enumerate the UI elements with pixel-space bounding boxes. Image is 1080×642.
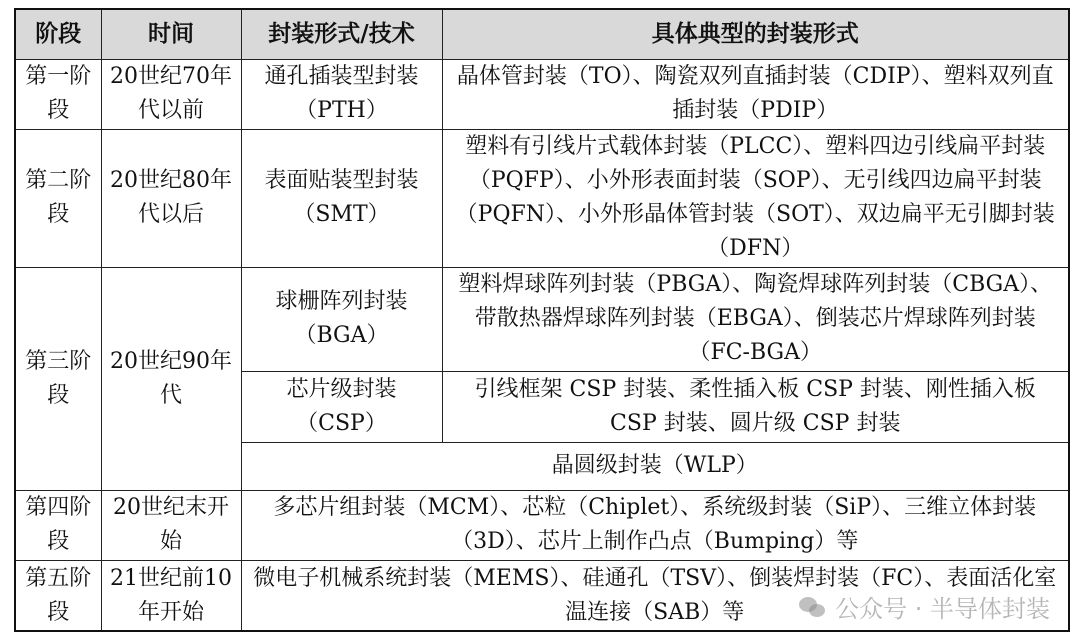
- tech-3-bga: 球栅阵列封装（BGA）: [241, 267, 442, 372]
- tech-3-csp: 芯片级封装（CSP）: [241, 372, 442, 442]
- forms-4: 多芯片组封装（MCM）、芯粒（Chiplet）、系统级封装（SiP）、三维立体封装（3D）、芯片上制作凸点（Bumping）等: [241, 490, 1069, 560]
- time-4: 20世纪末开始: [101, 490, 241, 560]
- time-3: 20世纪90年代: [101, 267, 241, 490]
- tech-1: 通孔插装型封装（PTH）: [241, 59, 442, 129]
- forms-3-csp: 引线框架 CSP 封装、柔性插入板 CSP 封装、刚性插入板 CSP 封装、圆片级 CSP 封装: [442, 372, 1069, 442]
- stage-2: 第二阶段: [15, 130, 101, 268]
- header-time: 时间: [101, 9, 241, 59]
- stage-1: 第一阶段: [15, 59, 101, 129]
- forms-1: 晶体管封装（TO）、陶瓷双列直插封装（CDIP）、塑料双列直插封装（PDIP）: [442, 59, 1069, 129]
- stage-3: 第三阶段: [15, 267, 101, 490]
- stage-5: 第五阶段: [15, 561, 101, 631]
- header-tech: 封装形式/技术: [241, 9, 442, 59]
- time-2: 20世纪80年代以后: [101, 130, 241, 268]
- time-1: 20世纪70年代以前: [101, 59, 241, 129]
- forms-5: 微电子机械系统封装（MEMS）、硅通孔（TSV）、倒装焊封装（FC）、表面活化室温连接（SAB）等: [241, 561, 1069, 631]
- time-5: 21世纪前10年开始: [101, 561, 241, 631]
- tech-3-wlp: 晶圆级封装（WLP）: [241, 442, 1069, 490]
- forms-2: 塑料有引线片式载体封装（PLCC）、塑料四边引线扁平封装（PQFP）、小外形表面封装（SOP）、无引线四边扁平封装（PQFN）、小外形晶体管封装（SOT）、双边扁平无引脚封装（DFN）: [442, 130, 1069, 268]
- forms-3-bga: 塑料焊球阵列封装（PBGA）、陶瓷焊球阵列封装（CBGA）、带散热器焊球阵列封装（EBGA）、倒装芯片焊球阵列封装（FC-BGA）: [442, 267, 1069, 372]
- header-stage: 阶段: [15, 9, 101, 59]
- watermark-text: 公众号 · 半导体封装: [835, 595, 1050, 623]
- tech-2: 表面贴装型封装（SMT）: [241, 130, 442, 268]
- packaging-stages-table: [14, 8, 1070, 632]
- header-forms: 具体典型的封装形式: [442, 9, 1069, 59]
- stage-4: 第四阶段: [15, 490, 101, 560]
